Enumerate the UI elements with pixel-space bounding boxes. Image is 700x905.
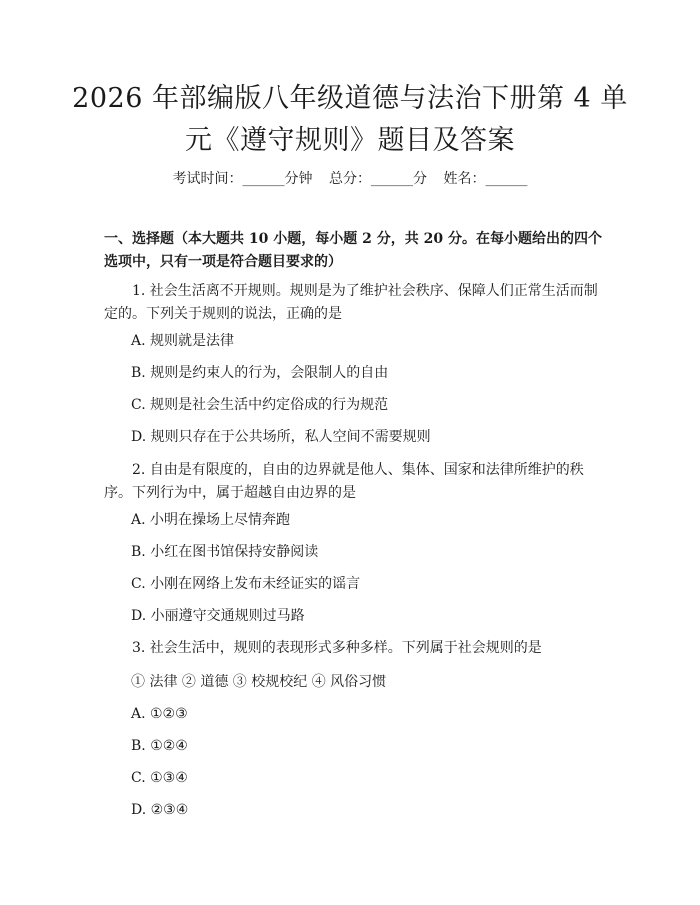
question-1-option-a: A. 规则就是法律 xyxy=(131,333,235,349)
question-3-option-a: A. ①②③ xyxy=(131,706,188,722)
question-3-option-c: C. ①③④ xyxy=(131,770,188,786)
question-3-option-d: D. ②③④ xyxy=(131,802,189,818)
question-2-stem: 2. 自由是有限度的，自由的边界就是他人、集体、国家和法律所维护的秩序。下列行为中，属于超越自由边界的是 xyxy=(104,462,584,501)
question-1-option-d: D. 规则只存在于公共场所，私人空间不需要规则 xyxy=(131,429,431,445)
question-2-option-a: A. 小明在操场上尽情奔跑 xyxy=(131,512,291,528)
exam-meta xyxy=(0,169,700,189)
question-2-option-c: C. 小刚在网络上发布未经证实的谣言 xyxy=(131,576,361,592)
question-1-stem: 1. 社会生活离不开规则。规则是为了维护社会秩序、保障人们正常生活而制定的。下列关于规则的说法，正确的是 xyxy=(104,283,598,322)
exam-total-score: 总分：______分 xyxy=(329,171,427,187)
question-3-option-b: B. ①②④ xyxy=(131,738,188,754)
document-title xyxy=(60,78,640,162)
question-2-option-d: D. 小丽遵守交通规则过马路 xyxy=(131,608,305,624)
student-name: 姓名：______ xyxy=(443,171,528,187)
question-3-stem: 3. 社会生活中，规则的表现形式多种多样。下列属于社会规则的是 xyxy=(132,640,542,656)
question-2-option-b: B. 小红在图书馆保持安静阅读 xyxy=(131,544,319,560)
question-1-option-b: B. 规则是约束人的行为，会限制人的自由 xyxy=(131,365,389,381)
question-1-option-c: C. 规则是社会生活中约定俗成的行为规范 xyxy=(131,397,389,413)
question-3-items: ① 法律 ② 道德 ③ 校规校纪 ④ 风俗习惯 xyxy=(131,674,387,690)
title-line-2: 元《遵守规则》题目及答案 xyxy=(185,125,515,156)
section-heading: 一、选择题（本大题共 10 小题，每小题 2 分，共 20 分。在每小题给出的四个选项中，只有一项是符合题目要求的） xyxy=(104,231,602,270)
title-line-1: 2026 年部编版八年级道德与法治下册第 4 单 xyxy=(72,83,628,114)
exam-time: 考试时间：______分钟 xyxy=(172,171,313,187)
